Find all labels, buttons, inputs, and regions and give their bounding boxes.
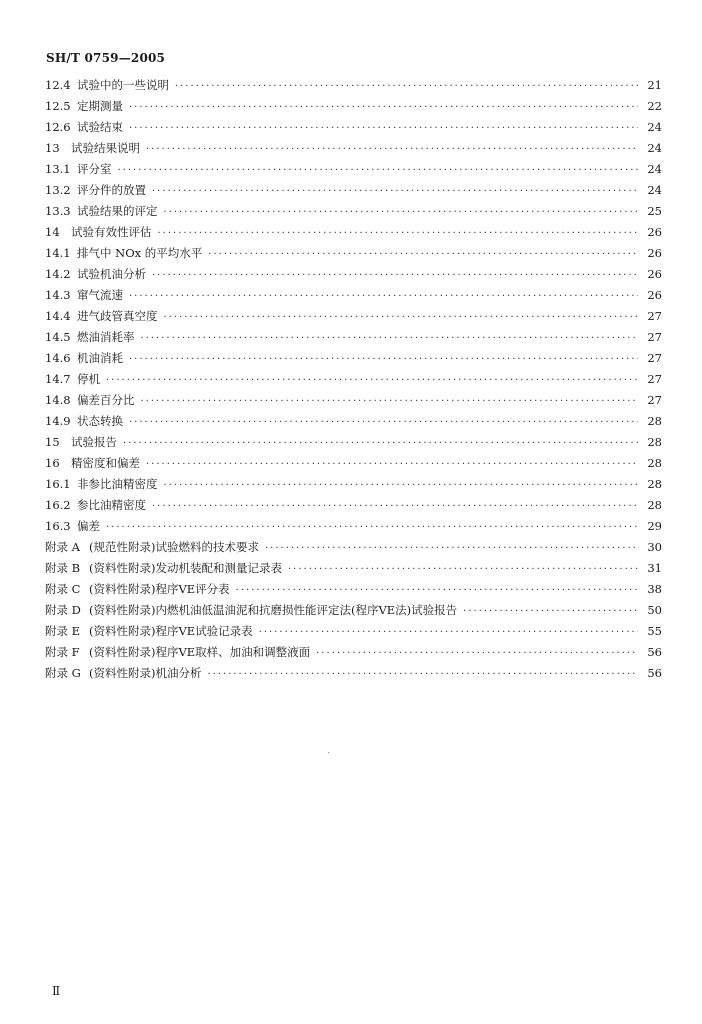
toc-entry-number: 13.3 <box>45 204 71 218</box>
toc-leader-dots <box>129 417 638 428</box>
toc-leader-dots <box>106 375 638 386</box>
toc-entry-number: 16.2 <box>45 498 71 512</box>
toc-leader-dots <box>158 228 639 239</box>
toc-entry <box>45 140 662 161</box>
toc-entry-page: 56 <box>647 645 662 659</box>
toc-entry-number: 14.5 <box>45 330 71 344</box>
toc-entry-page: 27 <box>647 393 662 407</box>
toc-entry <box>45 602 662 623</box>
toc-entry-page: 55 <box>647 624 662 638</box>
toc-entry-title: (资料性附录)机油分析 <box>89 666 202 680</box>
page-number: Ⅱ <box>52 984 61 998</box>
toc-leader-dots <box>207 669 638 680</box>
table-of-contents <box>45 77 662 686</box>
toc-entry-number: 附录 F <box>45 645 80 659</box>
toc-entry-page: 24 <box>647 183 662 197</box>
toc-entry-number: 16.3 <box>45 519 71 533</box>
toc-leader-dots <box>118 165 639 176</box>
toc-entry <box>45 245 662 266</box>
toc-leader-dots <box>129 354 638 365</box>
toc-entry-page: 56 <box>647 666 662 680</box>
toc-entry <box>45 182 662 203</box>
toc-entry-title: 试验结束 <box>77 120 123 134</box>
toc-leader-dots <box>141 396 639 407</box>
toc-entry-page: 26 <box>647 246 662 260</box>
toc-entry <box>45 266 662 287</box>
toc-entry-title: 偏差百分比 <box>77 393 135 407</box>
toc-leader-dots <box>129 102 638 113</box>
toc-entry-title: 状态转换 <box>77 414 123 428</box>
toc-entry <box>45 434 662 455</box>
toc-entry-title: 定期测量 <box>77 99 123 113</box>
toc-entry <box>45 476 662 497</box>
toc-entry <box>45 518 662 539</box>
toc-leader-dots <box>236 585 638 596</box>
toc-entry-page: 28 <box>647 498 662 512</box>
toc-entry-number: 13.1 <box>45 162 71 176</box>
toc-entry-title: 排气中 NOx 的平均水平 <box>77 246 203 260</box>
toc-entry-number: 14.4 <box>45 309 71 323</box>
toc-leader-dots <box>152 501 638 512</box>
toc-entry-number: 14.6 <box>45 351 71 365</box>
toc-entry-page: 27 <box>647 309 662 323</box>
toc-entry-title: 进气歧管真空度 <box>77 309 158 323</box>
toc-leader-dots <box>164 480 639 491</box>
toc-entry <box>45 644 662 665</box>
toc-entry-title: 试验报告 <box>71 435 117 449</box>
toc-leader-dots <box>259 627 638 638</box>
toc-leader-dots <box>316 648 638 659</box>
toc-entry <box>45 98 662 119</box>
toc-entry-page: 38 <box>647 582 662 596</box>
toc-entry-title: 停机 <box>77 372 100 386</box>
toc-entry <box>45 560 662 581</box>
toc-leader-dots <box>175 81 638 92</box>
toc-entry-title: 试验结果的评定 <box>77 204 158 218</box>
standard-code: SH/T 0759—2005 <box>46 51 166 65</box>
toc-entry-title: (资料性附录)内燃机油低温油泥和抗磨损性能评定法(程序ⅤE法)试验报告 <box>89 603 458 617</box>
toc-entry-page: 25 <box>647 204 662 218</box>
toc-entry <box>45 539 662 560</box>
toc-entry-page: 27 <box>647 351 662 365</box>
toc-entry-number: 14.9 <box>45 414 71 428</box>
toc-leader-dots <box>152 270 638 281</box>
toc-leader-dots <box>106 522 638 533</box>
toc-entry-number: 附录 G <box>45 666 81 680</box>
toc-entry-title: (资料性附录)程序ⅤE取样、加油和调整液面 <box>89 645 311 659</box>
toc-entry-page: 28 <box>647 456 662 470</box>
toc-entry-title: 偏差 <box>77 519 100 533</box>
toc-entry-title: (资料性附录)程序ⅤE评分表 <box>89 582 230 596</box>
toc-entry-number: 12.6 <box>45 120 71 134</box>
toc-entry-title: 精密度和偏差 <box>71 456 140 470</box>
toc-entry-page: 50 <box>647 603 662 617</box>
toc-entry-title: 评分件的放置 <box>77 183 146 197</box>
toc-entry <box>45 329 662 350</box>
toc-entry-page: 28 <box>647 435 662 449</box>
toc-leader-dots <box>463 606 638 617</box>
toc-entry-title: 燃油消耗率 <box>77 330 135 344</box>
toc-leader-dots <box>265 543 638 554</box>
toc-leader-dots <box>141 333 639 344</box>
toc-entry-page: 26 <box>647 288 662 302</box>
toc-entry-title: 机油消耗 <box>77 351 123 365</box>
toc-entry-page: 27 <box>647 372 662 386</box>
toc-entry-title: 窜气流速 <box>77 288 123 302</box>
toc-entry <box>45 665 662 686</box>
toc-entry-title: 试验结果说明 <box>71 141 140 155</box>
toc-entry-title: 参比油精密度 <box>77 498 146 512</box>
toc-entry <box>45 623 662 644</box>
toc-entry-page: 24 <box>647 120 662 134</box>
toc-entry-number: 15 <box>45 435 60 449</box>
toc-entry-page: 29 <box>647 519 662 533</box>
toc-leader-dots <box>208 249 638 260</box>
toc-entry-page: 24 <box>647 141 662 155</box>
toc-entry-number: 附录 A <box>45 540 80 554</box>
toc-entry <box>45 203 662 224</box>
toc-entry-page: 21 <box>647 78 662 92</box>
toc-entry-page: 31 <box>647 561 662 575</box>
toc-entry <box>45 308 662 329</box>
toc-entry-title: 试验机油分析 <box>77 267 146 281</box>
toc-leader-dots <box>164 207 639 218</box>
toc-leader-dots <box>129 123 638 134</box>
toc-entry-page: 27 <box>647 330 662 344</box>
toc-entry-title: (规范性附录)试验燃料的技术要求 <box>89 540 259 554</box>
toc-leader-dots <box>123 438 638 449</box>
toc-entry-number: 14.1 <box>45 246 71 260</box>
toc-entry <box>45 455 662 476</box>
toc-entry-page: 28 <box>647 477 662 491</box>
toc-entry <box>45 287 662 308</box>
toc-leader-dots <box>146 144 638 155</box>
toc-entry-page: 22 <box>647 99 662 113</box>
toc-leader-dots <box>129 291 638 302</box>
toc-leader-dots <box>164 312 639 323</box>
toc-entry-number: 附录 E <box>45 624 81 638</box>
toc-entry-page: 26 <box>647 225 662 239</box>
toc-entry <box>45 224 662 245</box>
toc-entry <box>45 350 662 371</box>
toc-leader-dots <box>288 564 638 575</box>
toc-entry-title: (资料性附录)发动机装配和测量记录表 <box>89 561 282 575</box>
toc-entry-number: 附录 B <box>45 561 81 575</box>
toc-entry-number: 13 <box>45 141 60 155</box>
toc-entry-title: 评分室 <box>77 162 112 176</box>
toc-entry <box>45 371 662 392</box>
toc-entry <box>45 581 662 602</box>
toc-leader-dots <box>146 459 638 470</box>
toc-entry <box>45 392 662 413</box>
scan-speck <box>328 752 329 753</box>
toc-entry-number: 12.4 <box>45 78 71 92</box>
toc-entry-page: 24 <box>647 162 662 176</box>
toc-entry-title: (资料性附录)程序ⅤE试验记录表 <box>89 624 253 638</box>
toc-entry <box>45 497 662 518</box>
toc-entry-number: 16 <box>45 456 60 470</box>
toc-entry <box>45 161 662 182</box>
toc-entry-number: 14.7 <box>45 372 71 386</box>
toc-entry-number: 附录 D <box>45 603 81 617</box>
toc-entry-page: 30 <box>647 540 662 554</box>
toc-entry-number: 附录 C <box>45 582 81 596</box>
toc-entry-page: 28 <box>647 414 662 428</box>
toc-entry-number: 14 <box>45 225 60 239</box>
toc-entry-number: 14.3 <box>45 288 71 302</box>
toc-entry-number: 14.8 <box>45 393 71 407</box>
toc-entry-title: 试验中的一些说明 <box>77 78 169 92</box>
toc-entry <box>45 119 662 140</box>
toc-entry-title: 非参比油精密度 <box>77 477 158 491</box>
toc-entry-page: 26 <box>647 267 662 281</box>
toc-entry-number: 12.5 <box>45 99 71 113</box>
toc-entry-number: 14.2 <box>45 267 71 281</box>
toc-entry <box>45 77 662 98</box>
toc-entry-title: 试验有效性评估 <box>71 225 152 239</box>
toc-entry-number: 13.2 <box>45 183 71 197</box>
toc-entry <box>45 413 662 434</box>
toc-entry-number: 16.1 <box>45 477 71 491</box>
toc-leader-dots <box>152 186 638 197</box>
